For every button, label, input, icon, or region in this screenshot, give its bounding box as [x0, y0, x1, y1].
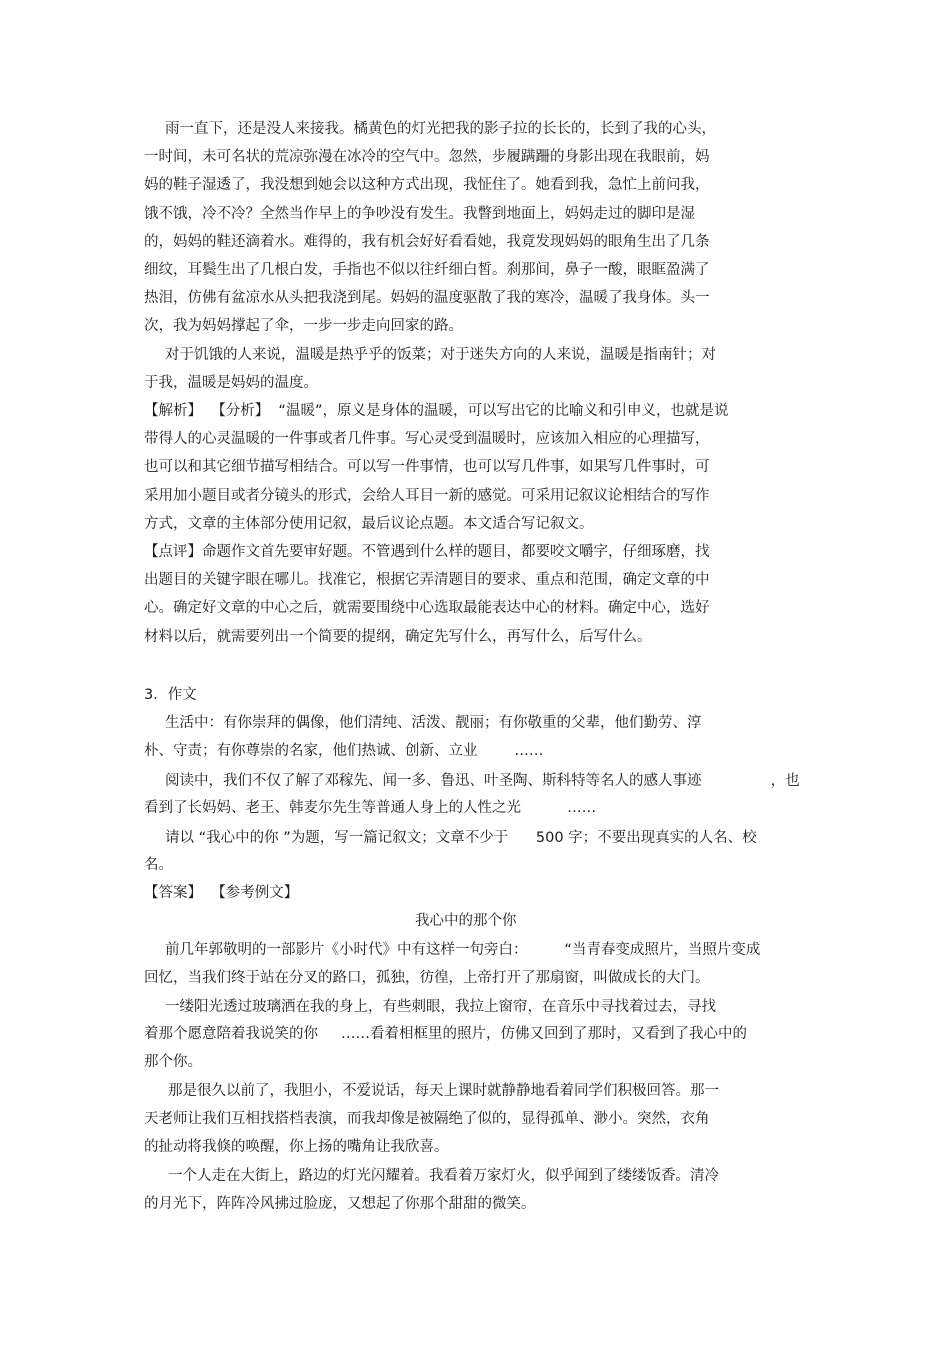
passage-line: 饿不饿，冷不冷？全然当作早上的争吵没有发生。我瞥到地面上，妈妈走过的脚印是湿: [144, 206, 695, 222]
analysis-line: 【解析】 【分析】 “温暖”，原义是身体的温暖，可以写出它的比喻义和引申义，也就是说: [144, 403, 729, 419]
prompt-line: 请以 “我心中的你 ”为题，写一篇记叙文；文章不少于 500 字；不要出现真实的人名、校: [165, 830, 757, 846]
passage-line: 细纹，耳鬓生出了几根白发，手指也不似以往纤细白皙。刹那间，鼻子一酸，眼眶盈满了: [144, 262, 710, 278]
passage-line: 妈的鞋子湿透了，我没想到她会以这种方式出现，我怔住了。她看到我，急忙上前问我，: [144, 177, 710, 193]
analysis-line: 也可以和其它细节描写相结合。可以写一件事情，也可以写几件事，如果写几件事时，可: [144, 459, 710, 475]
essay-title: 我心中的那个你: [415, 913, 517, 929]
essay-line: 的月光下，阵阵冷风拂过脸庞，又想起了你那个甜甜的微笑。: [144, 1196, 536, 1212]
passage-line: 的，妈妈的鞋还滴着水。难得的，我有机会好好看看她，我竟发现妈妈的眼角生出了几条: [144, 234, 710, 250]
comment-line: 【点评】命题作文首先要审好题。不管遇到什么样的题目，都要咬文嚼字，仔细琢磨，找: [144, 544, 710, 560]
question-heading: 3．作文: [144, 687, 197, 703]
prompt-line: 看到了长妈妈、老王、韩麦尔先生等普通人身上的人性之光 ……: [144, 800, 597, 816]
comment-line: 出题目的关键字眼在哪儿。找准它，根据它弄清题目的要求、重点和范围，确定文章的中: [144, 572, 710, 588]
comment-line: 心。确定好文章的中心之后，就需要围绕中心选取最能表达中心的材料。确定中心，选好: [144, 600, 710, 616]
prompt-line: 生活中：有你崇拜的偶像，他们清纯、活泼、靓丽；有你敬重的父辈，他们勤劳、淳: [165, 715, 702, 731]
essay-line: 回忆，当我们终于站在分叉的路口，孤独，彷徨，上帝打开了那扇窗，叫做成长的大门。: [144, 970, 710, 986]
essay-line: 天老师让我们互相找搭档表演，而我却像是被隔绝了似的，显得孤单、渺小。突然，衣角: [144, 1111, 710, 1127]
passage-line: 一时间，未可名状的荒凉弥漫在冰冷的空气中。忽然，步履蹒跚的身影出现在我眼前，妈: [144, 149, 710, 165]
comment-line: 材料以后，就需要列出一个简要的提纲，确定先写什么，再写什么，后写什么。: [144, 629, 652, 645]
essay-line: 那是很久以前了，我胆小，不爱说话，每天上课时就静静地看着同学们积极回答。那一: [168, 1083, 719, 1099]
passage-closing-line: 于我，温暖是妈妈的温度。: [144, 375, 318, 391]
answer-label: 【答案】 【参考例文】: [144, 885, 299, 901]
passage-line: 次，我为妈妈撑起了伞，一步一步走向回家的路。: [144, 318, 463, 334]
prompt-line: 朴、守责；有你尊崇的名家，他们热诚、创新、立业 ……: [144, 743, 544, 759]
essay-line: 一个人走在大街上，路边的灯光闪耀着。我看着万家灯火，似乎闻到了缕缕饭香。清冷: [168, 1168, 719, 1184]
essay-line: 的扯动将我倏的唤醒，你上扬的嘴角让我欣喜。: [144, 1139, 449, 1155]
passage-line: 热泪，仿佛有盆凉水从头把我浇到尾。妈妈的温度驱散了我的寒冷，温暖了我身体。头一: [144, 290, 710, 306]
essay-line: 着那个愿意陪着我说笑的你 ……看着相框里的照片，仿佛又回到了那时，又看到了我心中的: [144, 1026, 748, 1042]
passage-closing-line: 对于饥饿的人来说，温暖是热乎乎的饭菜；对于迷失方向的人来说，温暖是指南针；对: [165, 347, 716, 363]
analysis-line: 采用加小题目或者分镜头的形式，会给人耳目一新的感觉。可采用记叙议论相结合的写作: [144, 488, 710, 504]
prompt-line: 名。: [144, 857, 173, 873]
essay-line: 一缕阳光透过玻璃洒在我的身上，有些刺眼，我拉上窗帘，在音乐中寻找着过去，寻找: [165, 999, 716, 1015]
analysis-line: 带得人的心灵温暖的一件事或者几件事。写心灵受到温暖时，应该加入相应的心理描写，: [144, 431, 710, 447]
essay-line: 前几年郭敬明的一部影片《小时代》中有这样一句旁白： “当青春变成照片，当照片变成: [165, 942, 761, 958]
analysis-line: 方式，文章的主体部分使用记叙，最后议论点题。本文适合写记叙文。: [144, 516, 594, 532]
passage-line: 雨一直下，还是没人来接我。橘黄色的灯光把我的影子拉的长长的，长到了我的心头，: [165, 121, 716, 137]
prompt-line: 阅读中，我们不仅了解了邓稼先、闻一多、鲁迅、叶圣陶、斯科特等名人的感人事迹 ，也: [165, 773, 800, 789]
essay-line: 那个你。: [144, 1054, 202, 1070]
